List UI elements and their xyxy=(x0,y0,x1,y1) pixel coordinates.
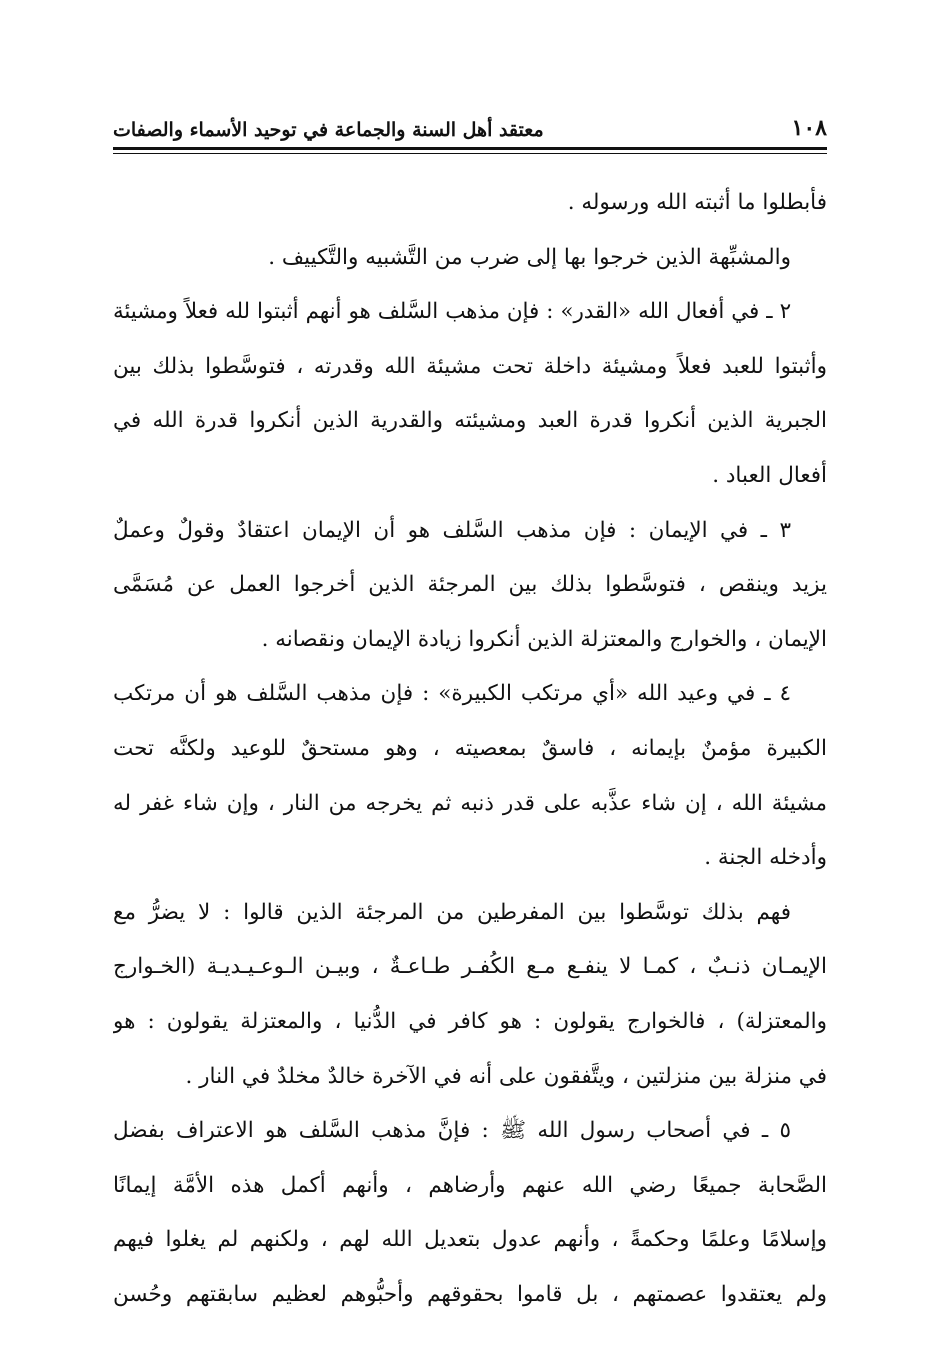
text-line: يزيد وينقص ، فتوسَّطوا بذلك بين المرجئة الذين أخرجوا العمل عن مُسَمَّى xyxy=(113,572,827,598)
page-number: ١٠٨ xyxy=(791,115,827,141)
header-rule-thick xyxy=(113,147,827,150)
text-line: والمعتزلة) ، فالخوارج يقولون : هو كافر في الدُّنيا ، والمعتزلة يقولون : هو xyxy=(113,1008,827,1034)
text-line: ولم يعتقدوا عصمتهم ، بل قاموا بحقوقهم وأحبُّوهم لعظيم سابقتهم وحُسن xyxy=(113,1281,827,1307)
text-line: أفعال العباد . xyxy=(712,462,827,488)
running-title: معتقد أهل السنة والجماعة في توحيد الأسماء والصفات xyxy=(113,119,544,141)
running-header xyxy=(113,105,827,141)
text-line: فهم بذلك توسَّطوا بين المفرطين من المرجئة الذين قالوا : لا يضرُّ مع xyxy=(113,899,791,925)
text-line: ٣ ـ في الإيمان : فإن مذهب السَّلف هو أن الإيمان اعتقادٌ وقولٌ وعملٌ xyxy=(113,517,791,543)
text-line: مشيئة الله ، إن شاء عذَّبه على قدر ذنبه ثم يخرجه من النار ، وإن شاء غفر له xyxy=(113,790,827,816)
text-line: ٥ ـ في أصحاب رسول الله ﷺ : فإنَّ مذهب السَّلف هو الاعتراف بفضل xyxy=(113,1118,791,1144)
text-line: فأبطلوا ما أثبته الله ورسوله . xyxy=(567,190,827,215)
text-line: الصَّحابة جميعًا رضي الله عنهم وأرضاهم ، وأنهم أكمل هذه الأمَّة إيمانًا xyxy=(113,1172,827,1198)
text-line: والمشبِّهة الذين خرجوا بها إلى ضرب من التَّشبيه والتَّكييف . xyxy=(268,244,791,270)
text-line: الإيمان ، والخوارج والمعتزلة الذين أنكروا زيادة الإيمان ونقصانه . xyxy=(261,626,827,652)
body-text xyxy=(113,176,827,1322)
text-line: الإيمـان ذنـبٌ ، كمـا لا ينفـع مـع الكُفـر طـاعـةٌ ، وبيـن الـوعـيـديـة (الخـوارج xyxy=(113,954,827,980)
text-line: ٤ ـ في وعيد الله «أي مرتكب الكبيرة» : فإن مذهب السَّلف هو أن مرتكب xyxy=(113,681,791,707)
text-line: ٢ ـ في أفعال الله «القدر» : فإن مذهب السَّلف هو أنهم أثبتوا لله فعلاً ومشيئة xyxy=(113,299,791,325)
text-line: وأدخله الجنة . xyxy=(704,845,827,871)
header-rule-thin xyxy=(113,153,827,154)
text-line: في منزلة بين منزلتين ، ويتَّفقون على أنه في الآخرة خالدٌ مخلدٌ في النار . xyxy=(185,1063,827,1089)
document-page xyxy=(113,105,827,1322)
text-line: الكبيرة مؤمنٌ بإيمانه ، فاسقٌ بمعصيته ، وهو مستحقٌ للوعيد ولكنَّه تحت xyxy=(113,735,827,761)
text-line: وإسلامًا وعلمًا وحكمةً ، وأنهم عدول بتعديل الله لهم ، ولكنهم لم يغلوا فيهم xyxy=(113,1227,827,1253)
text-line: الجبرية الذين أنكروا قدرة العبد ومشيئته والقدرية الذين أنكروا قدرة الله في xyxy=(113,408,827,434)
text-line: وأثبتوا للعبد فعلاً ومشيئة داخلة تحت مشيئة الله وقدرته ، فتوسَّطوا بذلك بين xyxy=(113,353,827,379)
